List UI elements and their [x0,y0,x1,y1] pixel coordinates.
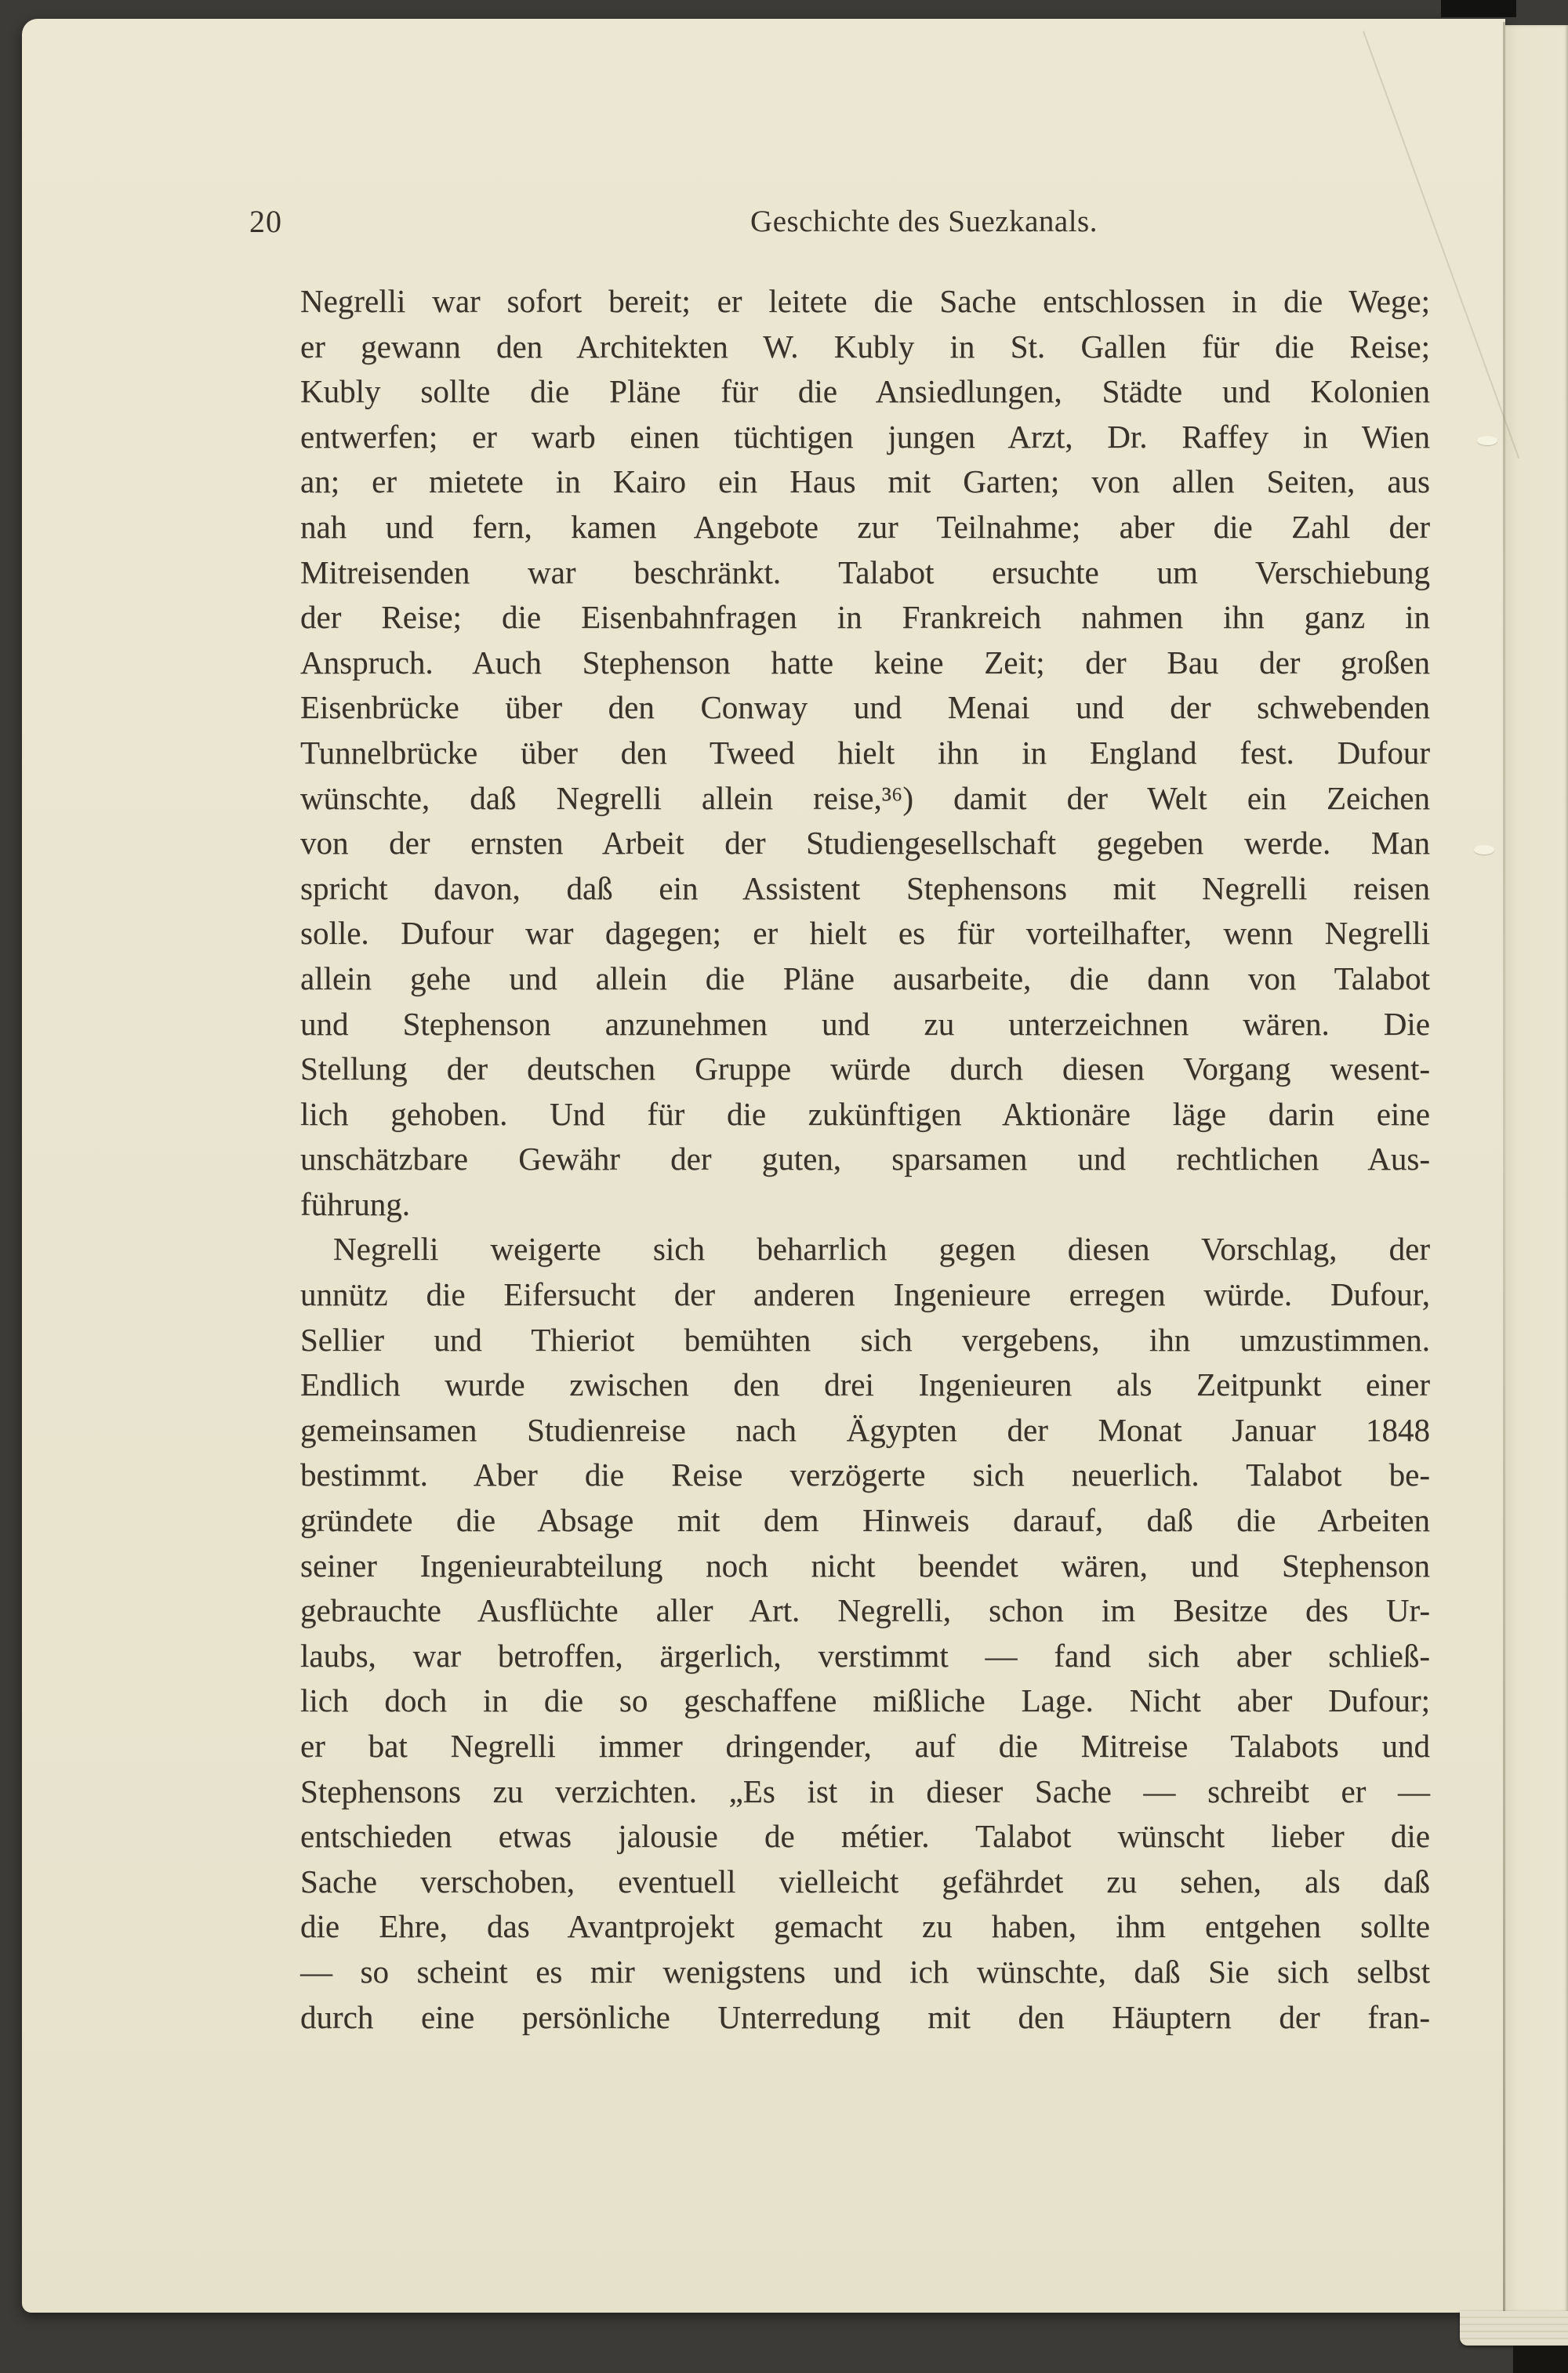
text-line: Endlich wurde zwischen den drei Ingenieuren als Zeitpunkt einer [300,1366,1430,1403]
text-line: nah und fern, kamen Angebote zur Teilnahme; aber die Zahl der [300,508,1430,545]
text-line: entwerfen; er warb einen tüchtigen jungen Arzt, Dr. Raffey in Wien [300,418,1430,455]
text-line: und Stephenson anzunehmen und zu unterzeichnen wären. Die [300,1005,1430,1042]
text-line: er gewann den Architekten W. Kubly in St. Gallen für die Reise; [300,328,1430,365]
body-text [300,279,1430,2040]
text-line: seiner Ingenieurabteilung noch nicht beendet wären, und Stephenson [300,1547,1430,1584]
text-line: Anspruch. Auch Stephenson hatte keine Zeit; der Bau der großen [300,644,1430,680]
text-line: — so scheint es mir wenigstens und ich wünschte, daß Sie sich selbst [300,1953,1430,1990]
backdrop-gap [1441,0,1516,17]
text-line: unnütz die Eifersucht der anderen Ingenieure erregen würde. Dufour, [300,1276,1430,1313]
running-title-row [300,202,1430,241]
page-edge-strip [1505,25,1568,2338]
text-line: Stephensons zu verzichten. „Es ist in dieser Sache — schreibt er — [300,1772,1430,1809]
paper-blemish [1477,436,1497,445]
page-fold-crease [1503,22,1505,2319]
text-line-footnote-ref: wünschte, daß Negrelli allein reise,³⁶) damit der Welt ein Zeichen [300,779,1430,816]
text-line: Sellier und Thieriot bemühten sich vergebens, ihn umzustimmen. [300,1321,1430,1358]
text-line: bestimmt. Aber die Reise verzögerte sich neuerlich. Talabot be- [300,1457,1430,1493]
text-line: unschätzbare Gewähr der guten, sparsamen und rechtlichen Aus- [300,1141,1430,1177]
text-line: Tunnelbrücke über den Tweed hielt ihn in England fest. Dufour [300,734,1430,771]
text-line: lich doch in die so geschaffene mißliche Lage. Nicht aber Dufour; [300,1682,1430,1719]
text-line: entschieden etwas jalousie de métier. Talabot wünscht lieber die [300,1818,1430,1855]
text-line: gebrauchte Ausflüchte aller Art. Negrelli, schon im Besitze des Ur- [300,1592,1430,1629]
paper-blemish [1474,845,1494,854]
text-line: Negrelli war sofort bereit; er leitete die Sache entschlossen in die Wege; [300,283,1430,319]
text-line: an; er mietete in Kairo ein Haus mit Garten; von allen Seiten, aus [300,463,1430,500]
text-line: er bat Negrelli immer dringender, auf die Mitreise Talabots und [300,1728,1430,1764]
text-line: laubs, war betroffen, ärgerlich, verstimmt — fand sich aber schließ- [300,1637,1430,1674]
text-line: Kubly sollte die Pläne für die Ansiedlungen, Städte und Kolonien [300,373,1430,410]
text-line: Eisenbrücke über den Conway und Menai und der schwebenden [300,689,1430,726]
backdrop-corner [1513,2346,1568,2373]
text-line: gründete die Absage mit dem Hinweis darauf, daß die Arbeiten [300,1502,1430,1539]
page-number: 20 [249,204,282,239]
text-line: Sache verschoben, eventuell vielleicht gefährdet zu sehen, als daß [300,1863,1430,1899]
text-line: Mitreisenden war beschränkt. Talabot ersuchte um Verschiebung [300,553,1430,590]
text-line-paragraph-start: Negrelli weigerte sich beharrlich gegen diesen Vorschlag, der [333,1231,1430,1268]
text-line: von der ernsten Arbeit der Studiengesellschaft gegeben werde. Man [300,825,1430,862]
text-line: solle. Dufour war dagegen; er hielt es für vorteilhafter, wenn Negrelli [300,915,1430,952]
text-line: Stellung der deutschen Gruppe würde durch diesen Vorgang wesent- [300,1050,1430,1087]
text-line: durch eine persönliche Unterredung mit den Häuptern der fran- [300,1998,1430,2035]
text-line: lich gehoben. Und für die zukünftigen Aktionäre läge darin eine [300,1095,1430,1132]
running-title: Geschichte des Suezkanals. [750,205,1098,238]
text-line-paragraph-end: führung. [300,1185,411,1222]
text-line: der Reise; die Eisenbahnfragen in Frankreich nahmen ihn ganz in [300,599,1430,636]
page-stack-edge [1460,2311,1568,2346]
text-line: spricht davon, daß ein Assistent Stephensons mit Negrelli reisen [300,869,1430,906]
text-line: gemeinsamen Studienreise nach Ägypten der Monat Januar 1848 [300,1411,1430,1448]
text-line: die Ehre, das Avantprojekt gemacht zu haben, ihm entgehen sollte [300,1908,1430,1945]
text-line: allein gehe und allein die Pläne ausarbeite, die dann von Talabot [300,960,1430,996]
